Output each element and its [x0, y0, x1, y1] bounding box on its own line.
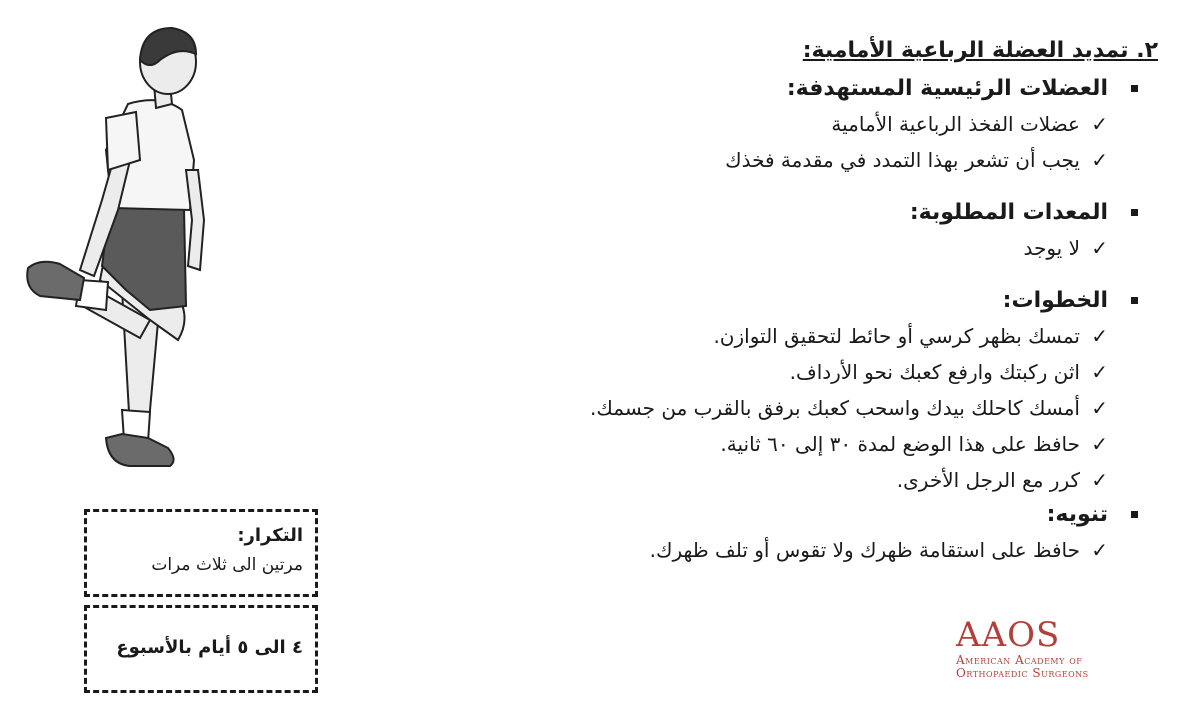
check-icon: ✓ — [1091, 360, 1108, 384]
logo-line-1: American Academy of — [956, 653, 1083, 667]
check-icon: ✓ — [1091, 236, 1108, 260]
section-heading: الخطوات: — [378, 284, 1158, 318]
square-bullet-icon — [1131, 209, 1138, 216]
list-item: ✓ اثن ركبتك وارفع كعبك نحو الأرداف. — [378, 354, 1158, 390]
repetition-value: مرتين الى ثلاث مرات — [151, 555, 303, 575]
check-icon: ✓ — [1091, 468, 1108, 492]
frequency-box — [84, 605, 318, 693]
list-item: ✓ يجب أن تشعر بهذا التمدد في مقدمة فخذك — [378, 142, 1158, 178]
list-item: ✓ حافظ على استقامة ظهرك ولا تقوس أو تلف ظهرك. — [378, 532, 1158, 568]
check-icon: ✓ — [1091, 432, 1108, 456]
list-item: ✓ عضلات الفخذ الرباعية الأمامية — [378, 106, 1158, 142]
list-item: ✓ كرر مع الرجل الأخرى. — [378, 462, 1158, 498]
check-icon: ✓ — [1091, 148, 1108, 172]
check-icon: ✓ — [1091, 538, 1108, 562]
section-target-muscles — [378, 72, 1158, 178]
section-steps — [378, 284, 1158, 498]
exercise-instructions — [378, 34, 1158, 568]
list-item: ✓ تمسك بظهر كرسي أو حائط لتحقيق التوازن. — [378, 318, 1158, 354]
aaos-logo — [956, 616, 1116, 680]
section-heading: العضلات الرئيسية المستهدفة: — [378, 72, 1158, 106]
repetition-label: التكرار: — [237, 525, 303, 546]
logo-line-2: Orthopaedic Surgeons — [956, 666, 1089, 680]
list-item: ✓ أمسك كاحلك بيدك واسحب كعبك برفق بالقرب من جسمك. — [378, 390, 1158, 426]
logo-mark: AAOS — [956, 615, 1061, 655]
check-icon: ✓ — [1091, 324, 1108, 348]
repetition-box — [84, 509, 318, 597]
frequency-label: ٤ الى ٥ أيام بالأسبوع — [116, 637, 303, 658]
quad-stretch-illustration — [10, 20, 230, 490]
list-item: ✓ لا يوجد — [378, 230, 1158, 266]
square-bullet-icon — [1131, 297, 1138, 304]
check-icon: ✓ — [1091, 396, 1108, 420]
section-heading: المعدات المطلوبة: — [378, 196, 1158, 230]
exercise-title: ٢. تمديد العضلة الرباعية الأمامية: — [802, 38, 1158, 63]
square-bullet-icon — [1131, 511, 1138, 518]
list-item: ✓ حافظ على هذا الوضع لمدة ٣٠ إلى ٦٠ ثانية. — [378, 426, 1158, 462]
section-heading: تنويه: — [378, 498, 1158, 532]
check-icon: ✓ — [1091, 112, 1108, 136]
section-equipment — [378, 196, 1158, 266]
section-note — [378, 498, 1158, 568]
square-bullet-icon — [1131, 85, 1138, 92]
